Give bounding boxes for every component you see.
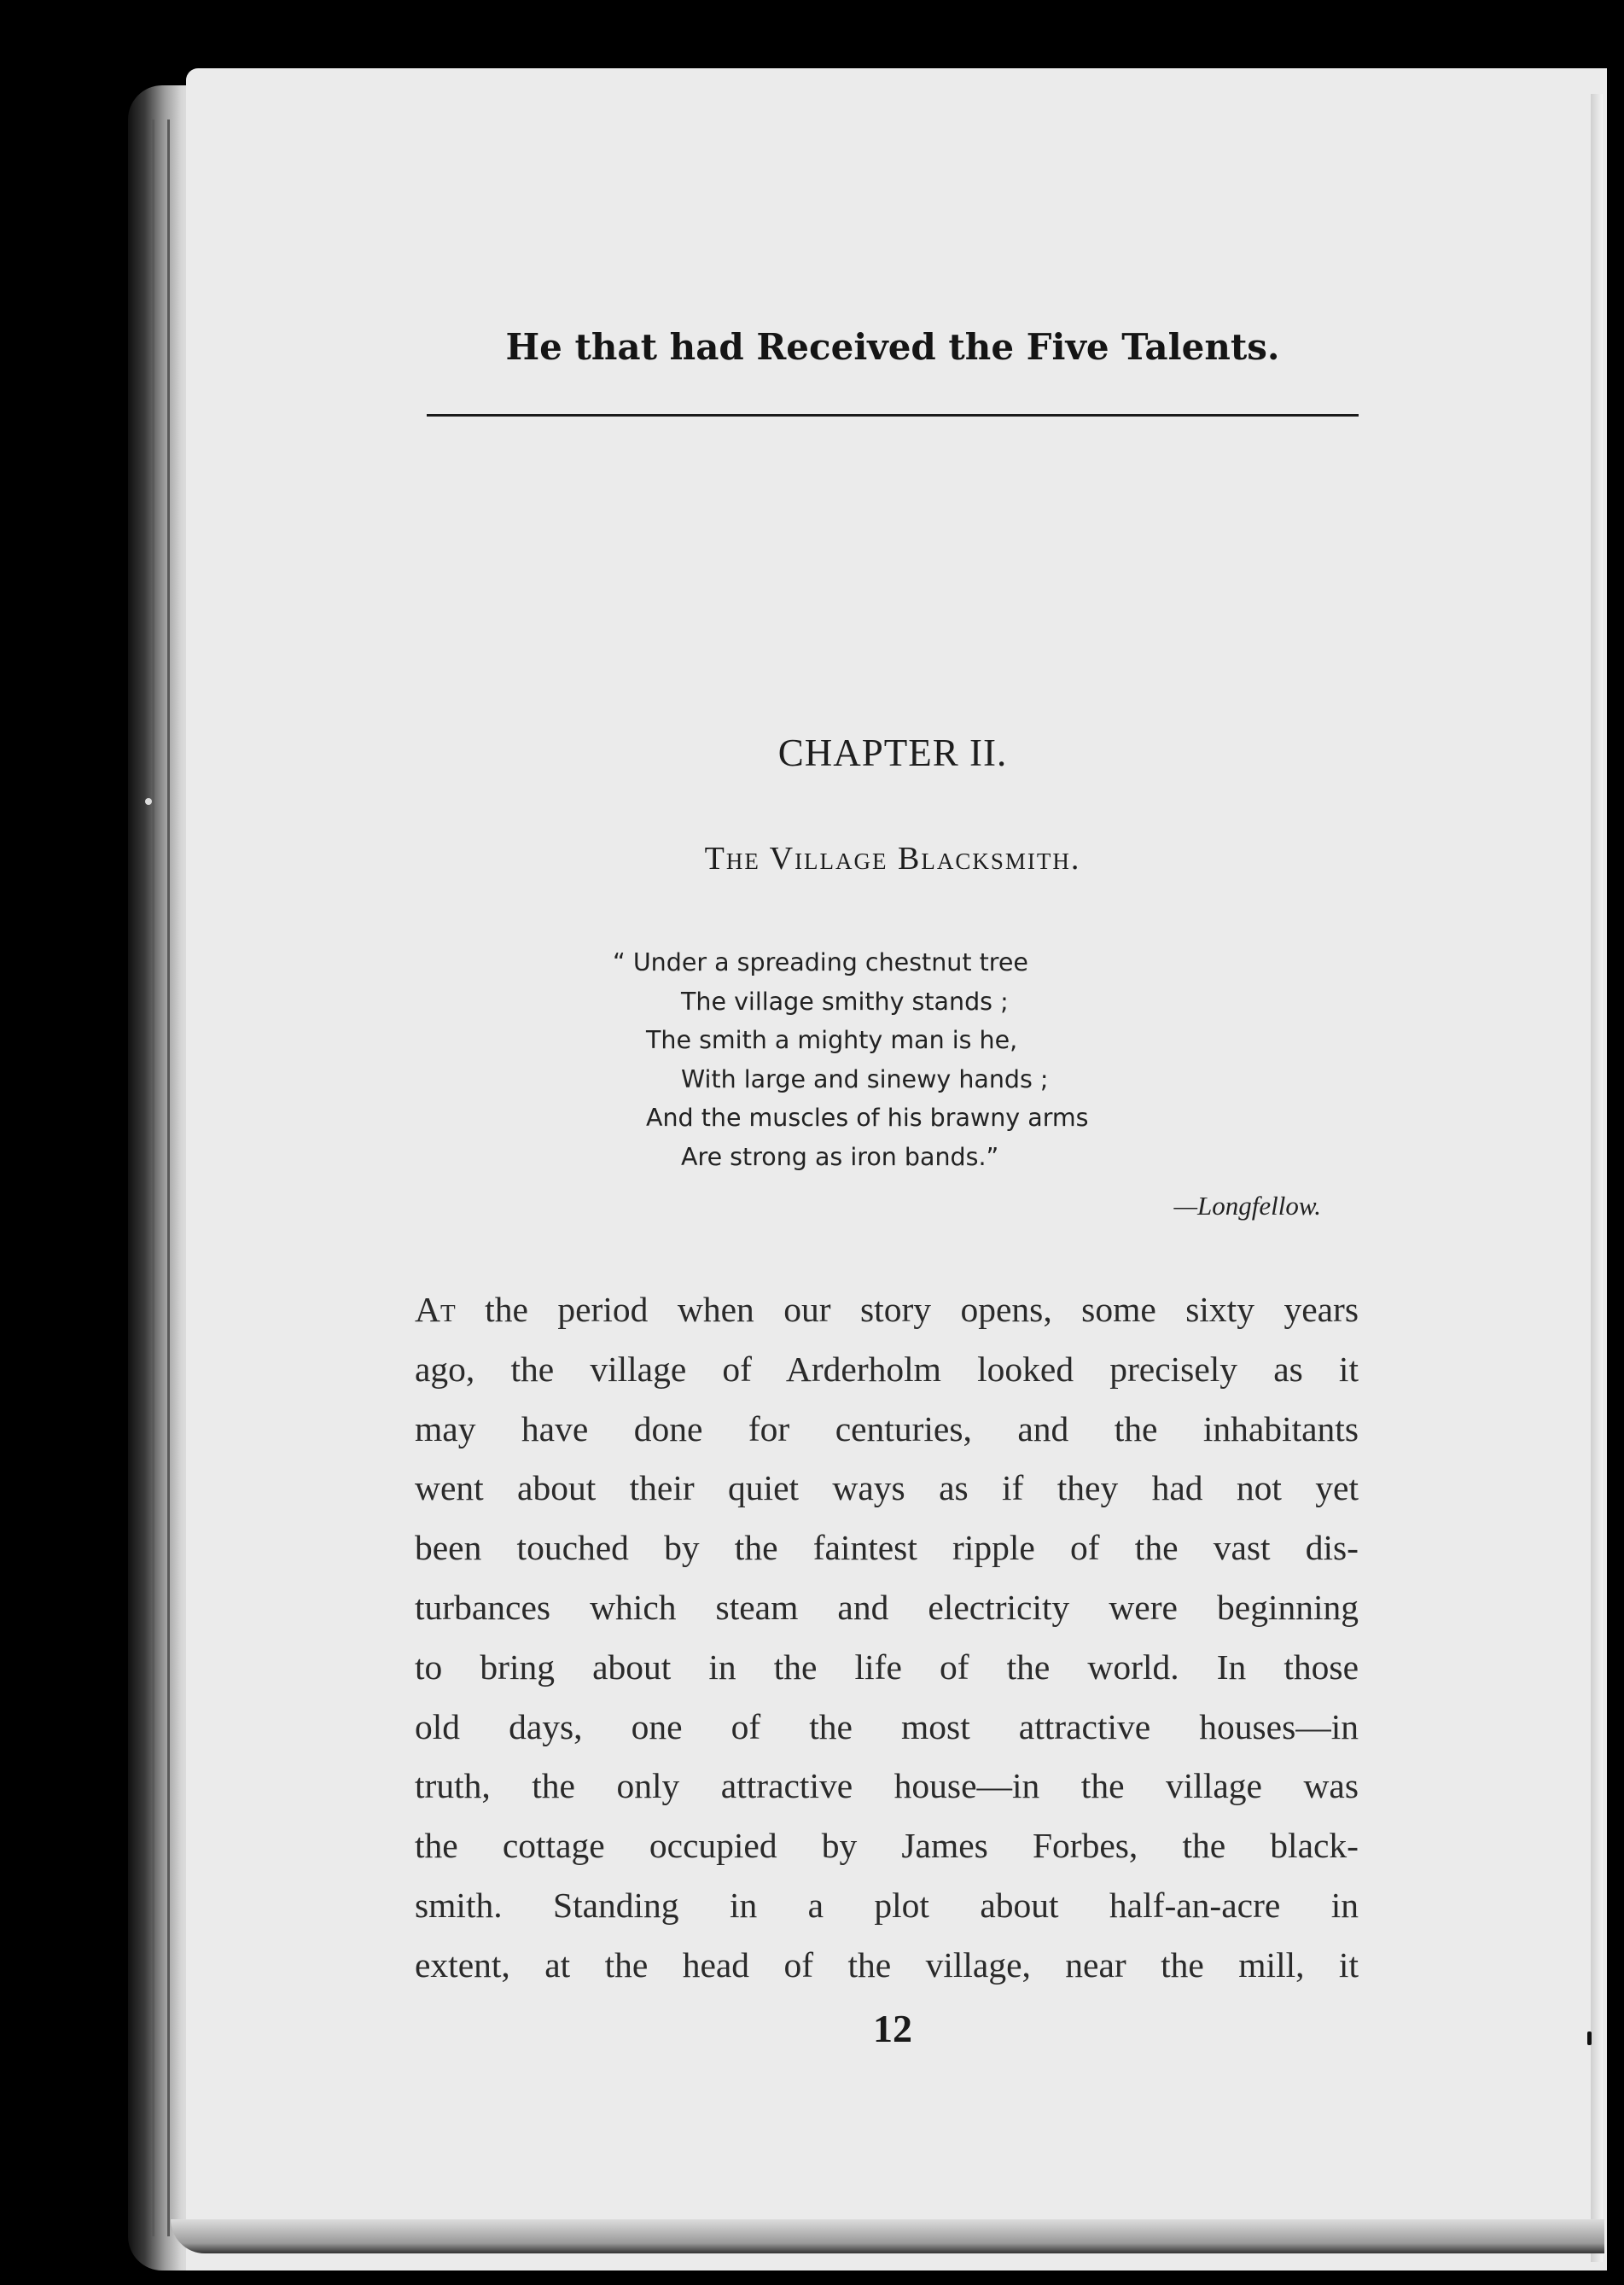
body-line: been touched by the faintest ripple of the vast dis- [415, 1528, 1359, 1568]
body-line: may have done for centuries, and the inhabitants [415, 1408, 1359, 1449]
body-line: went about their quiet ways as if they had not yet [415, 1468, 1359, 1508]
page-bottom-edge [171, 2219, 1604, 2253]
header-rule [427, 414, 1359, 417]
poem-line: With large and sinewy hands ; [681, 1064, 1049, 1093]
body-line: ago, the village of Arderholm looked precisely as it [415, 1349, 1359, 1389]
poem-line: “ Under a spreading chestnut tree [613, 948, 1028, 976]
body-line: old days, one of the most attractive houses—in [415, 1706, 1359, 1746]
body-paragraph [415, 1280, 1359, 1996]
body-line: smith. Standing in a plot about half-an-acre in [415, 1885, 1359, 1925]
body-line-text: the period when our story opens, some sixty years [485, 1290, 1359, 1329]
page-number: 12 [873, 2007, 912, 2050]
poem-line: And the muscles of his brawny arms [646, 1104, 1089, 1132]
running-head: He that had Received the Five Talents. [505, 326, 1280, 368]
epigraph-attribution: —Longfellow. [1173, 1191, 1321, 1221]
scan-speck [145, 798, 152, 805]
page-right-edge [1591, 94, 1603, 2262]
poem-line: Are strong as iron bands.” [681, 1142, 999, 1171]
body-line: extent, at the head of the village, near the mill, it [415, 1944, 1359, 1985]
chapter-heading: CHAPTER II. [777, 732, 1008, 774]
spine-edge-line [167, 119, 170, 2236]
scan-speck [1587, 2031, 1592, 2045]
body-line: the cottage occupied by James Forbes, the black- [415, 1826, 1359, 1866]
body-line [415, 1280, 1359, 1340]
body-line: turbances which steam and electricity were beginning [415, 1587, 1359, 1627]
chapter-subtitle: The Village Blacksmith. [704, 841, 1081, 877]
epigraph-poem [613, 943, 1381, 1176]
spine-edge-line [152, 119, 154, 2236]
drop-word: At [415, 1290, 456, 1329]
body-line: truth, the only attractive house—in the village was [415, 1766, 1359, 1806]
poem-line: The village smithy stands ; [681, 987, 1009, 1016]
book-spine [128, 85, 195, 2270]
poem-line: The smith a mighty man is he, [646, 1026, 1018, 1054]
body-line: to bring about in the life of the world. In those [415, 1647, 1359, 1687]
